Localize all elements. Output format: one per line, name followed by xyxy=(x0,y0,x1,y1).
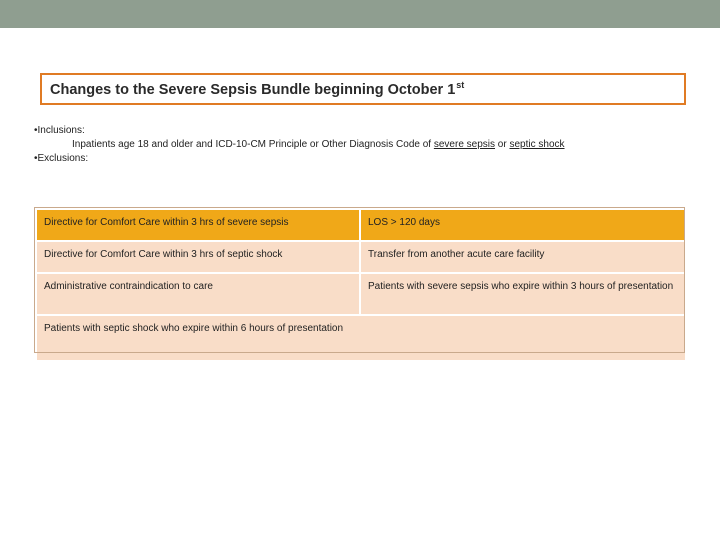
inclusions-heading: Inclusions: xyxy=(37,125,85,136)
table-row xyxy=(36,209,686,241)
inclusions-connector: or xyxy=(497,139,507,150)
table-row xyxy=(36,315,686,361)
table-cell: LOS > 120 days xyxy=(360,209,686,241)
severe-sepsis-link[interactable]: severe sepsis xyxy=(433,139,496,150)
slide-title-box xyxy=(40,73,686,105)
criteria-list xyxy=(34,124,565,166)
table-cell: Directive for Comfort Care within 3 hrs of severe sepsis xyxy=(36,209,360,241)
exclusions-table xyxy=(35,208,687,362)
slide-top-bar xyxy=(0,0,720,28)
inclusions-detail-text: Inpatients age 18 and older and ICD-10-CM Principle or Other Diagnosis Code of xyxy=(72,139,432,150)
inclusions-detail xyxy=(34,138,565,152)
table-cell: Patients with severe sepsis who expire within 3 hours of presentation xyxy=(360,273,686,315)
table-row xyxy=(36,241,686,273)
table-cell: Administrative contraindication to care xyxy=(36,273,360,315)
exclusions-heading: Exclusions: xyxy=(37,153,89,164)
slide-title-superscript: st xyxy=(456,80,465,90)
exclusions-bullet: •Exclusions: xyxy=(34,153,89,164)
table-cell: Patients with septic shock who expire within 6 hours of presentation xyxy=(36,315,686,361)
septic-shock-link[interactable]: septic shock xyxy=(509,139,565,150)
inclusions-bullet: •Inclusions: xyxy=(34,125,85,136)
table-cell: Transfer from another acute care facility xyxy=(360,241,686,273)
table-cell: Directive for Comfort Care within 3 hrs of septic shock xyxy=(36,241,360,273)
slide-title-text: Changes to the Severe Sepsis Bundle beginning October 1 xyxy=(50,82,456,98)
table-row xyxy=(36,273,686,315)
slide-title xyxy=(50,80,464,98)
